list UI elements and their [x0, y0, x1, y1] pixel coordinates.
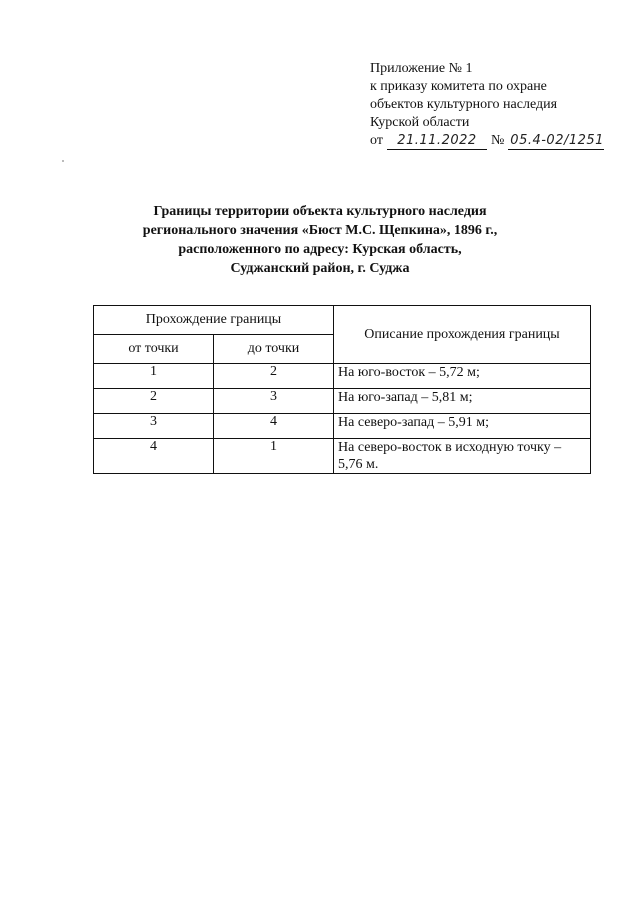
title-line-4: Суджанский район, г. Суджа — [230, 261, 410, 276]
appendix-order-line: к приказу комитета по охране — [370, 79, 547, 94]
cell-to: 3 — [214, 389, 334, 414]
appendix-number: Приложение № 1 — [370, 61, 473, 76]
table-row — [94, 389, 591, 414]
cell-from: 2 — [94, 389, 214, 414]
cell-to: 2 — [214, 364, 334, 389]
header-boundary-passage: Прохождение границы — [94, 306, 334, 335]
appendix-date-line — [370, 132, 630, 150]
table-row — [94, 414, 591, 439]
title-line-2: регионального значения «Бюст М.С. Щепкина», 1896 г., — [142, 223, 498, 238]
from-label: от — [370, 133, 383, 148]
cell-description: На юго-восток – 5,72 м; — [334, 364, 591, 389]
title-line-1: Границы территории объекта культурного наследия — [153, 204, 487, 219]
cell-from: 4 — [94, 439, 214, 474]
header-description: Описание прохождения границы — [334, 306, 591, 364]
scan-speck — [62, 160, 64, 162]
appendix-region-line: Курской области — [370, 115, 470, 130]
cell-description: На северо-запад – 5,91 м; — [334, 414, 591, 439]
number-label: № — [490, 133, 505, 148]
cell-to: 4 — [214, 414, 334, 439]
boundary-table — [93, 305, 591, 474]
cell-from: 3 — [94, 414, 214, 439]
table-row — [94, 364, 591, 389]
table-row — [94, 439, 591, 474]
order-date: 21.11.2022 — [387, 133, 487, 150]
cell-from: 1 — [94, 364, 214, 389]
document-title — [100, 202, 540, 278]
order-number: 05.4-02/1251 — [510, 133, 604, 148]
cell-description: На северо-восток в исходную точку – 5,76 м. — [334, 439, 591, 474]
table-header-row — [94, 306, 591, 335]
cell-to: 1 — [214, 439, 334, 474]
cell-description: На юго-запад – 5,81 м; — [334, 389, 591, 414]
appendix-block — [370, 60, 630, 150]
header-to-point: до точки — [214, 335, 334, 364]
appendix-committee-line: объектов культурного наследия — [370, 97, 558, 112]
title-line-3: расположенного по адресу: Курская область, — [178, 242, 462, 257]
header-from-point: от точки — [94, 335, 214, 364]
